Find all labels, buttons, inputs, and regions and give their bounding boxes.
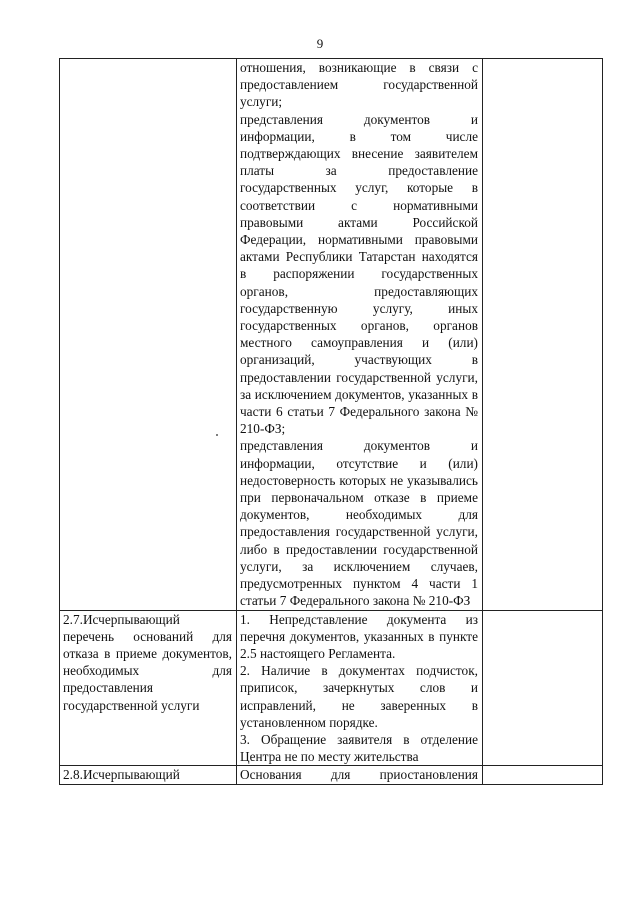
table-cell-left: 2.8.Исчерпывающий: [60, 766, 237, 784]
scan-speck: [216, 434, 218, 436]
paragraph: 3. Обращение заявителя в отделение Центра не по месту жительства: [240, 731, 478, 765]
paragraph: представления документов и информации, в том числе подтверждающих внесение заявителем платы за предоставление государственных услуг, которые в соответствии с нормативными правовыми актами Российской Федерации, нормативными правовыми актами Республики Татарстан находятся в распоряжении государственных органов, предоставляющих государственную услугу, иных государственных органов, органов местного самоуправления и (или) организаций, участвующих в предоставлении государственной услуги, за исключением документов, указанных в части 6 статьи 7 Федерального закона № 210-ФЗ;: [240, 111, 478, 437]
page-number: 9: [316, 36, 324, 51]
table-cell-left: [60, 610, 237, 766]
paragraph: отношения, возникающие в связи с предоставлением государственной услуги;: [240, 60, 478, 110]
table-cell-right: [483, 610, 603, 766]
table-cell-middle: [237, 610, 483, 766]
row-heading: 2.7.Исчерпывающий перечень оснований для отказа в приеме документов, необходимых для предоставления государственной услуги: [63, 611, 232, 713]
table-cell-middle: [237, 766, 483, 784]
table-cell-right: [483, 59, 603, 611]
table-row: [60, 59, 603, 611]
paragraph: 2. Наличие в документах подчисток, приписок, зачеркнутых слов и исправлений, не заверенных в установленном порядке.: [240, 663, 478, 730]
table-row: [60, 766, 603, 784]
table-cell-right: [483, 766, 603, 784]
table-row: [60, 610, 603, 766]
table-cell-middle: [237, 59, 483, 611]
paragraph: Основания для приостановления: [240, 767, 478, 783]
paragraph: 1. Непредставление документа из перечня документов, указанных в пункте 2.5 настоящего Регламента.: [240, 611, 478, 661]
paragraph: представления документов и информации, отсутствие и (или) недостоверность которых не указывались при первоначальном отказе в приеме документов, необходимых для предоставления государственной услуги, либо в предоставлении государственной услуги, за исключением случаев, предусмотренных пунктом 4 части 1 статьи 7 Федерального закона № 210-ФЗ: [240, 438, 478, 609]
table-cell-left: [60, 59, 237, 611]
regulation-table: [59, 58, 603, 785]
